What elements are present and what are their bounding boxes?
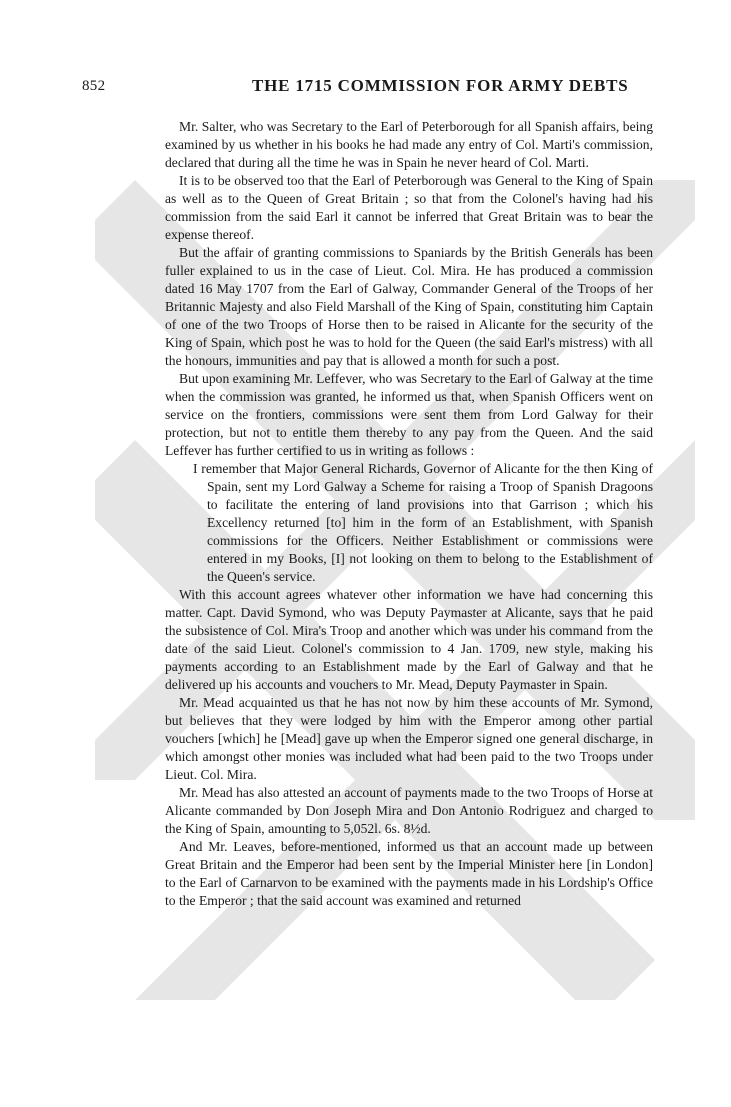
running-head: [82, 78, 652, 100]
paragraph-mira-commission: But the affair of granting commissions to Spaniards by the British Generals has been fuller explained to us in the case of Lieut. Col. Mira. He has produced a commission dated 16 May 1707 from the Earl of Galway, Commander General of the Troops of her Britannic Majesty and also Field Marshall of the King of Spain, constituting him Captain of one of the two Troops of Horse then to be raised in Alicante for the security of the King of Spain, which post he was to hold for the Queen (the said Earl's mistress) with all the honours, immunities and pay that is allowed a month for such a post.: [165, 245, 653, 368]
block-quote-leffever: I remember that Major General Richards, Governor of Alicante for the then King of Spain, sent my Lord Galway a Scheme for raising a Troop of Spanish Dragoons to facilitate the entering of land provisions into that Garrison ; which his Excellency returned [to] him in the form of an Establishment, with Spanish commissions for the Officers. Neither Establishment or commissions were entered in my Books, [I] not looking on them to belong to the Establishment of the Queen's service.: [193, 461, 653, 584]
paragraph-salter: Mr. Salter, who was Secretary to the Earl of Peterborough for all Spanish affairs, being examined by us whether in his books he had made any entry of Col. Marti's commission, declared that during all the time he was in Spain he never heard of Col. Marti.: [165, 119, 653, 170]
paragraph-mead-payments: Mr. Mead has also attested an account of payments made to the two Troops of Horse at Alicante commanded by Don Joseph Mira and Don Antonio Rodriguez and charged to the King of Spain, amounting to 5,052l. 6s. 8½d.: [165, 785, 653, 836]
paragraph-leaves-account: And Mr. Leaves, before-mentioned, informed us that an account made up between Great Britain and the Emperor had been sent by the Imperial Minister here [in London] to the Earl of Carnarvon to be examined with the payments made in his Lordship's Office to the Emperor ; that the said account was examined and returned: [165, 839, 653, 908]
paragraph-leffever: But upon examining Mr. Leffever, who was Secretary to the Earl of Galway at the time when the commission was granted, he informed us that, when Spanish Officers went on service on the frontiers, commissions were sent them from Lord Galway for their protection, but not to entitle them thereby to any pay from the Queen. And the said Leffever has further certified to us in writing as follows :: [165, 371, 653, 458]
paragraph-symond: With this account agrees whatever other information we have had concerning this matter. Capt. David Symond, who was Deputy Paymaster at Alicante, says that he paid the subsistence of Col. Mira's Troop and another which was under his command from the date of the said Lieut. Colonel's commission to 4 Jan. 1709, new style, making his payments according to an Establishment made by the Earl of Galway and that he delivered up his accounts and vouchers to Mr. Mead, Deputy Paymaster in Spain.: [165, 587, 653, 692]
page-number: 852: [82, 78, 106, 94]
body-text: [165, 118, 653, 910]
running-title: THE 1715 COMMISSION FOR ARMY DEBTS: [252, 76, 629, 95]
paragraph-peterborough: It is to be observed too that the Earl of Peterborough was General to the King of Spain as well as to the Queen of Great Britain ; so that from the Colonel's having had his commission from the said Earl it cannot be inferred that Great Britain was to bear the expense thereof.: [165, 173, 653, 242]
paragraph-mead-vouchers: Mr. Mead acquainted us that he has not now by him these accounts of Mr. Symond, but believes that they were lodged by him with the Emperor among other partial vouchers [which] he [Mead] gave up when the Emperor signed one general discharge, in which amongst other monies was included what had been paid to the two Troops under Lieut. Col. Mira.: [165, 695, 653, 782]
